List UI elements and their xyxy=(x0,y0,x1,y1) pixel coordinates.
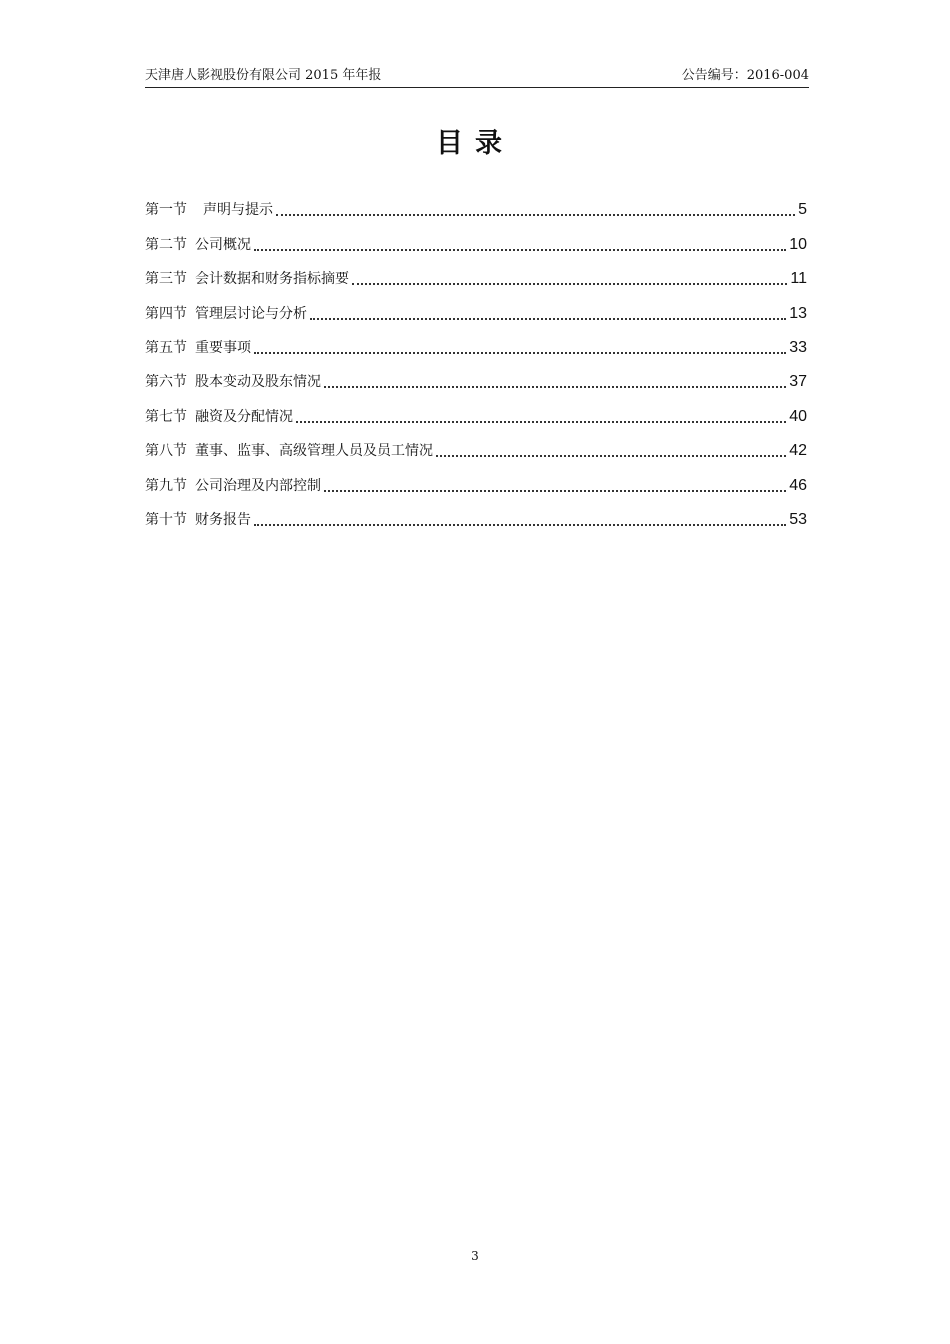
table-of-contents xyxy=(145,186,807,530)
toc-page-number: 42 xyxy=(789,442,807,460)
toc-entry[interactable] xyxy=(145,220,807,254)
toc-section-number: 第九节 xyxy=(145,477,187,494)
toc-section-title: 融资及分配情况 xyxy=(195,408,293,425)
toc-section-number: 第二节 xyxy=(145,236,187,253)
toc-page-number: 5 xyxy=(798,201,807,219)
toc-section-title: 股本变动及股东情况 xyxy=(195,374,321,391)
toc-section-number: 第十节 xyxy=(145,511,187,528)
toc-section-title: 公司概况 xyxy=(195,236,251,253)
toc-dot-leader xyxy=(436,455,786,457)
toc-section-number: 第三节 xyxy=(145,271,187,288)
toc-section-title: 管理层讨论与分析 xyxy=(195,305,307,322)
toc-section-title: 财务报告 xyxy=(195,511,251,528)
toc-dot-leader xyxy=(296,421,786,423)
toc-page-number: 33 xyxy=(789,338,807,356)
toc-entry[interactable] xyxy=(145,392,807,426)
toc-section-number: 第八节 xyxy=(145,443,187,460)
page-header xyxy=(145,64,809,88)
toc-dot-leader xyxy=(254,249,786,251)
toc-dot-leader xyxy=(254,524,786,526)
toc-entry[interactable] xyxy=(145,324,807,358)
toc-section-number: 第七节 xyxy=(145,408,187,425)
toc-entry[interactable] xyxy=(145,358,807,392)
page-title: 目录 xyxy=(436,128,514,159)
toc-dot-leader xyxy=(310,318,786,320)
toc-section-number: 第五节 xyxy=(145,339,187,356)
toc-page-number: 46 xyxy=(789,476,807,494)
toc-entry[interactable] xyxy=(145,461,807,495)
footer-page-number: 3 xyxy=(471,1249,479,1263)
toc-page-number: 40 xyxy=(789,407,807,425)
toc-section-number: 第一节 xyxy=(145,202,187,219)
toc-dot-leader xyxy=(276,214,795,216)
toc-dot-leader xyxy=(324,386,786,388)
toc-page-number: 11 xyxy=(790,270,807,288)
toc-section-number: 第六节 xyxy=(145,374,187,391)
header-report-title: 天津唐人影视股份有限公司 2015 年年报 xyxy=(145,68,382,83)
toc-dot-leader xyxy=(352,283,787,285)
toc-section-title: 重要事项 xyxy=(195,339,251,356)
toc-page-number: 53 xyxy=(789,510,807,528)
toc-entry[interactable] xyxy=(145,496,807,530)
toc-entry[interactable] xyxy=(145,255,807,289)
toc-section-title: 董事、监事、高级管理人员及员工情况 xyxy=(195,443,433,460)
toc-section-number: 第四节 xyxy=(145,305,187,322)
toc-dot-leader xyxy=(254,352,786,354)
toc-section-title: 会计数据和财务指标摘要 xyxy=(195,271,349,288)
toc-entry[interactable] xyxy=(145,427,807,461)
toc-page-number: 13 xyxy=(789,304,807,322)
header-announcement-number: 公告编号：2016-004 xyxy=(681,68,809,83)
toc-dot-leader xyxy=(324,490,786,492)
toc-section-title: 声明与提示 xyxy=(203,202,273,219)
toc-entry[interactable] xyxy=(145,289,807,323)
toc-page-number: 37 xyxy=(789,373,807,391)
toc-section-title: 公司治理及内部控制 xyxy=(195,477,321,494)
toc-entry[interactable] xyxy=(145,186,807,220)
toc-page-number: 10 xyxy=(789,235,807,253)
